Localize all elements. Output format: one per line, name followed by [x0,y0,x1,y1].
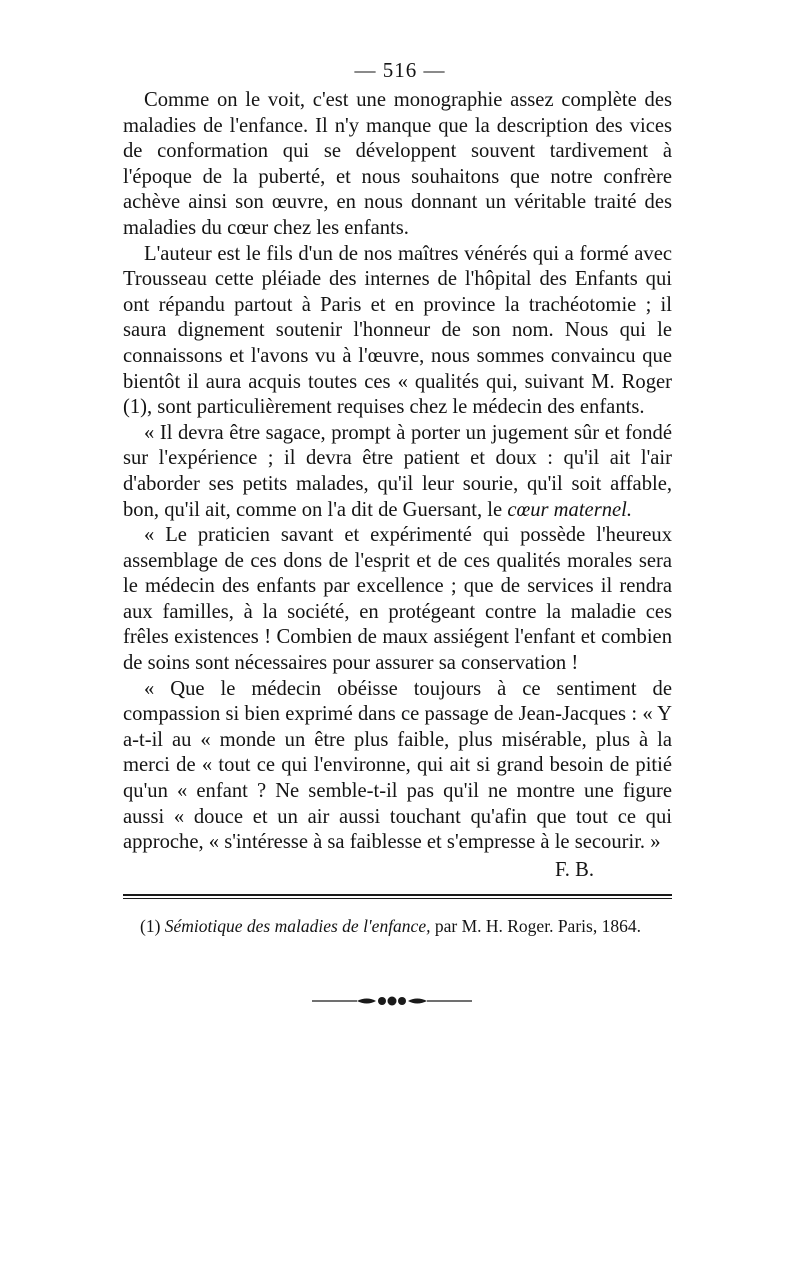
footnote-title: Sémiotique des maladies de l'enfance, [164,916,431,936]
footnote-rule-thin [123,898,672,899]
footnote [140,914,670,938]
paragraph-4: « Le praticien savant et expérimenté qui possède l'heureux assemblage de ces dons de l'esprit et de ces qualités morales sera le médecin des enfants par excellence ; que de services il rendra aux familles, à la société, en protégeant contre la maladie ces frêles existences ! Combien de maux assiégent l'enfant et combien de soins sont nécessaires pour assurer sa conservation ! [123,524,672,675]
page-number: — 516 — [354,58,446,82]
body-text [123,88,672,883]
footnote-marker: (1) [140,916,161,936]
paragraph-3-emphasis: cœur maternel. [507,498,633,521]
paragraph-3-text: « Il devra être sagace, prompt à porter un jugement sûr et fondé sur l'expérience ; il devra être patient et doux : qu'il ait l'air d'aborder ses petits malades, qu'il leur sourie, qu'il soit affable, bon, qu'il ait, comme on l'a dit de Guersant, le [123,421,672,521]
paragraph-2: L'auteur est le fils d'un de nos maîtres vénérés qui a formé avec Trousseau cette pléiade des internes de l'hôpital des Enfants qui ont répandu partout à Paris et en province la trachéotomie ; il saura dignement soutenir l'honneur de son nom. Nous qui le connaissons et l'avons vu à l'œuvre, nous sommes convaincu que bientôt il aura acquis toutes ces « qualités qui, suivant M. Roger (1), sont particulièrement requises chez le médecin des enfants. [123,242,672,419]
fleuron-ornament [312,990,472,1012]
signature: F. B. [555,858,594,881]
paragraph-1: Comme on le voit, c'est une monographie assez complète des maladies de l'enfance. Il n'y manque que la description des vices de conformation qui se développent souvent tardivement à l'époque de la puberté, et nous souhaitons que notre confrère achève ainsi son œuvre, en nous donnant un véritable traité des maladies du cœur chez les enfants. [123,89,672,239]
footnote-rule [123,894,672,896]
paragraph-3 [123,421,672,523]
footnote-text: par M. H. Roger. Paris, 1864. [430,916,641,936]
paragraph-5: « Que le médecin obéisse toujours à ce sentiment de compassion si bien exprimé dans ce passage de Jean-Jacques : « Y a-t-il au « monde un être plus faible, plus misérable, plus à la merci de « tout ce qui l'environne, qui ait si grand besoin de pitié qu'un « enfant ? Ne semble-t-il pas qu'il ne montre une figure aussi « douce et un air aussi touchant qu'afin que tout ce qui approche, « s'intéresse à sa faiblesse et s'empresse à le secourir. » [123,677,672,854]
